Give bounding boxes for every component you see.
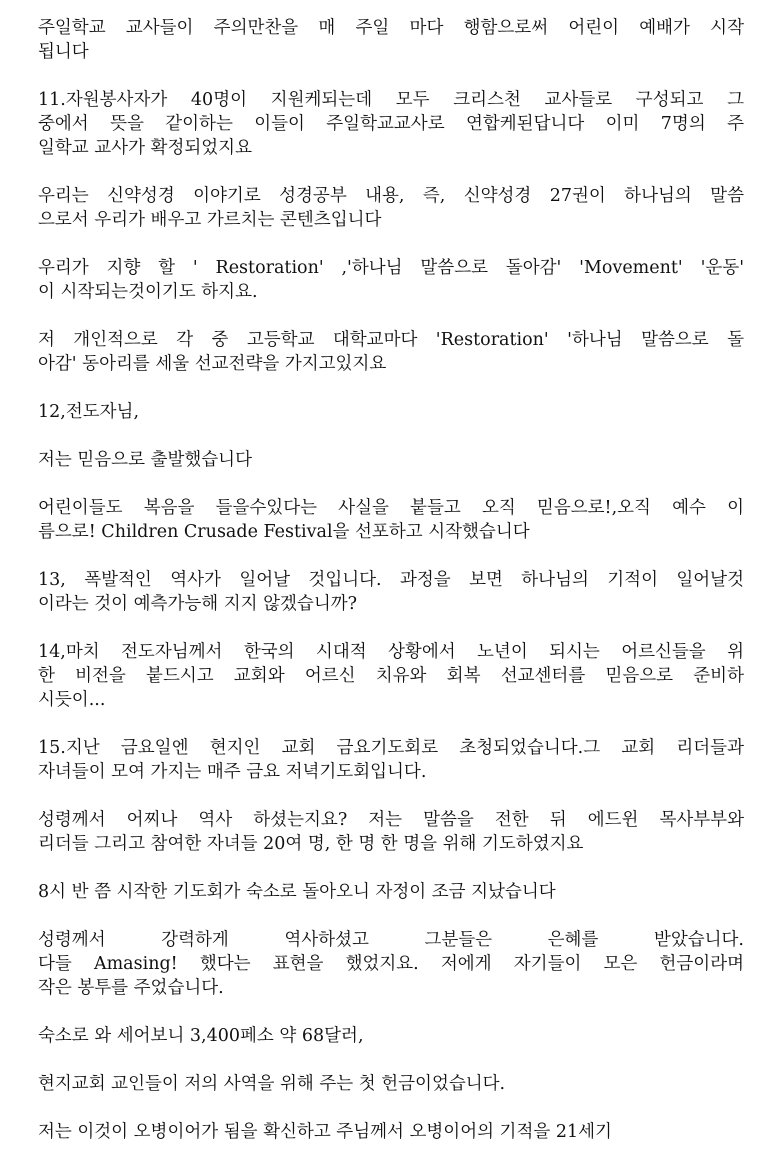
text-line: 아감' 동아리를 세울 선교전략을 가지고있지요 xyxy=(38,354,387,374)
paragraph xyxy=(38,496,744,544)
paragraph xyxy=(38,736,744,784)
paragraph xyxy=(38,1120,744,1144)
document-page xyxy=(38,16,744,1168)
text-line: 저는 이것이 오병이어가 됨을 확신하고 주님께서 오병이어의 기적을 21세기 xyxy=(38,1122,612,1142)
paragraph xyxy=(38,568,744,616)
paragraph xyxy=(38,640,744,712)
text-line: 중에서 뜻을 같이하는 이들이 주일학교교사로 연합케된답니다 이미 7명의 주 xyxy=(38,114,744,134)
paragraph xyxy=(38,400,744,424)
paragraph xyxy=(38,448,744,472)
paragraph xyxy=(38,88,744,160)
paragraph xyxy=(38,880,744,904)
text-line: 현지교회 교인들이 저의 사역을 위해 주는 첫 헌금이었습니다. xyxy=(38,1074,506,1094)
paragraph xyxy=(38,16,744,64)
text-line: 성령께서 어찌나 역사 하셨는지요? 저는 말씀을 전한 뒤 에드윈 목사부부와 xyxy=(38,810,744,830)
text-line: 으로서 우리가 배우고 가르치는 콘텐츠입니다 xyxy=(38,210,382,230)
text-line: 이 시작되는것이기도 하지요. xyxy=(38,282,258,302)
text-line: 저 개인적으로 각 중 고등학교 대학교마다 'Restoration' '하나님 말씀으로 돌 xyxy=(38,330,744,350)
paragraph xyxy=(38,1024,744,1048)
text-line: 12,전도자님, xyxy=(38,402,140,422)
text-line: 15.지난 금요일엔 현지인 교회 금요기도회로 초청되었습니다.그 교회 리더들과 xyxy=(38,738,744,758)
text-line: 됩니다 xyxy=(38,42,89,62)
paragraph xyxy=(38,1072,744,1096)
text-line: 다들 Amasing! 했다는 표현을 했었지요. 저에게 자기들이 모은 헌금이라며 xyxy=(38,954,744,974)
text-line: 8시 반 쯤 시작한 기도회가 숙소로 돌아오니 자정이 조금 지났습니다 xyxy=(38,882,556,902)
text-line: 시듯이... xyxy=(38,690,106,710)
text-line: 한 비전을 붙드시고 교회와 어르신 치유와 회복 선교센터를 믿음으로 준비하 xyxy=(38,666,744,686)
text-line: 14,마치 전도자님께서 한국의 시대적 상황에서 노년이 되시는 어르신들을 위 xyxy=(38,642,744,662)
paragraph xyxy=(38,328,744,376)
paragraph xyxy=(38,808,744,856)
document-body xyxy=(38,16,744,1144)
paragraph xyxy=(38,928,744,1000)
text-line: 저는 믿음으로 출발했습니다 xyxy=(38,450,252,470)
text-line: 이라는 것이 예측가능해 지지 않겠습니까? xyxy=(38,594,358,614)
text-line: 11.자원봉사자가 40명이 지원케되는데 모두 크리스천 교사들로 구성되고 그 xyxy=(38,90,744,110)
paragraph xyxy=(38,184,744,232)
text-line: 일학교 교사가 확정되었지요 xyxy=(38,138,252,158)
text-line: 우리는 신약성경 이야기로 성경공부 내용, 즉, 신약성경 27권이 하나님의 말씀 xyxy=(38,186,744,206)
paragraph xyxy=(38,256,744,304)
text-line: 우리가 지향 할 ' Restoration' ,'하나님 말씀으로 돌아감' 'Movement' '운동' xyxy=(38,258,744,278)
text-line: 성령께서 강력하게 역사하셨고 그분들은 은혜를 받았습니다. xyxy=(38,930,744,950)
text-line: 름으로! Children Crusade Festival을 선포하고 시작했습니다 xyxy=(38,522,530,542)
text-line: 숙소로 와 세어보니 3,400페소 약 68달러, xyxy=(38,1026,364,1046)
text-line: 13, 폭발적인 역사가 일어날 것입니다. 과정을 보면 하나님의 기적이 일어날것 xyxy=(38,570,744,590)
text-line: 리더들 그리고 참여한 자녀들 20여 명, 한 명 한 명을 위해 기도하였지요 xyxy=(38,834,584,854)
text-line: 자녀들이 모여 가지는 매주 금요 저녁기도회입니다. xyxy=(38,762,427,782)
text-line: 작은 봉투를 주었습니다. xyxy=(38,978,224,998)
text-line: 주일학교 교사들이 주의만찬을 매 주일 마다 행함으로써 어린이 예배가 시작 xyxy=(38,18,744,38)
text-line: 어린이들도 복음을 들을수있다는 사실을 붙들고 오직 믿음으로!,오직 예수 이 xyxy=(38,498,744,518)
